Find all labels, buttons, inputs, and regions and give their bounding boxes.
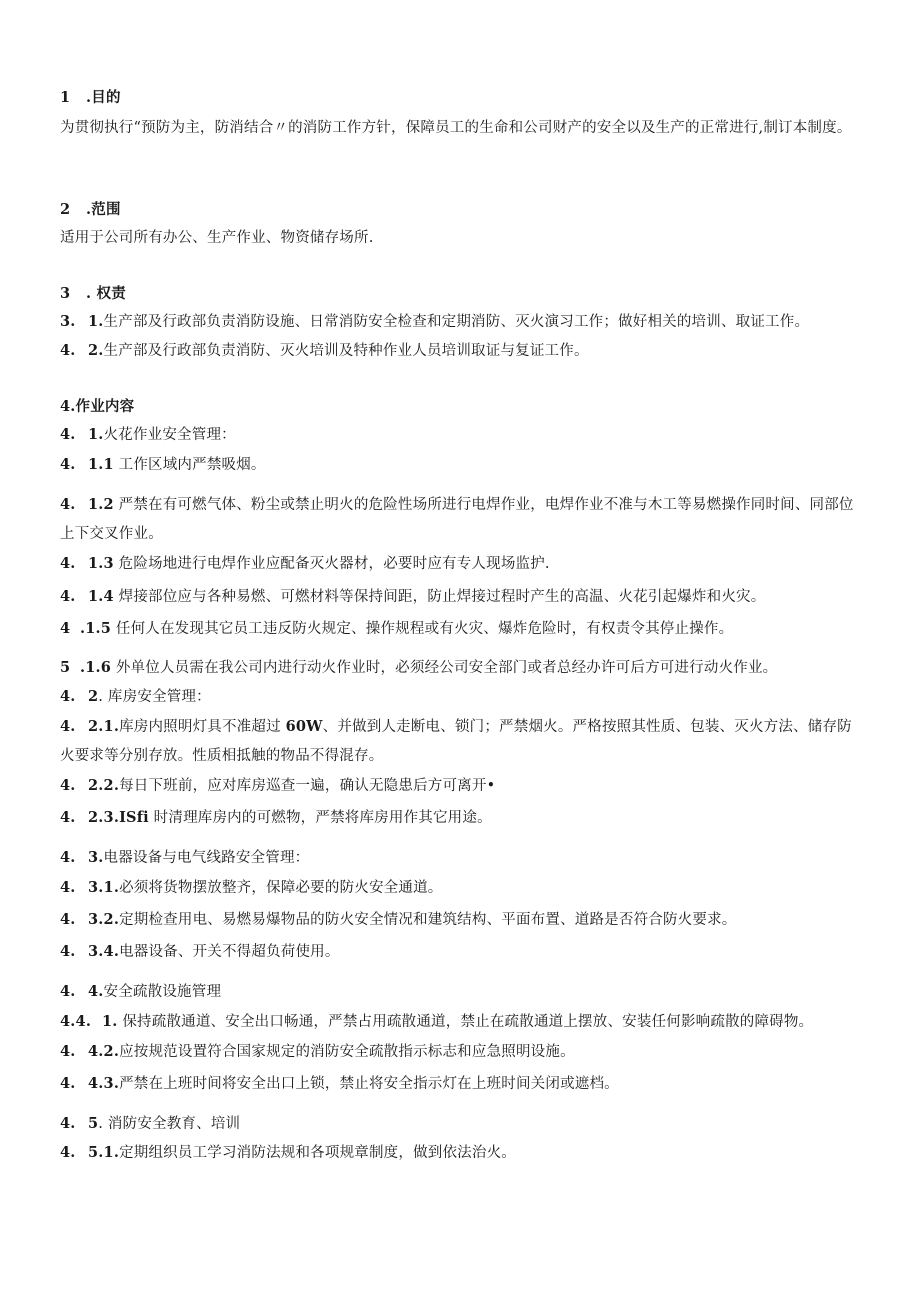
section-2-body: 适用于公司所有办公、生产作业、物资储存场所. bbox=[60, 230, 374, 246]
section-3-title: . 权责 bbox=[86, 285, 126, 302]
list-item: 5 .1.6 外单位人员需在我公司内进行动火作业时，必须经公司安全部门或者总经办许可后方可进行动火作业。 bbox=[60, 659, 778, 676]
section-3-item: 3. 1.生产部及行政部负责消防设施、日常消防安全检查和定期消防、灭火演习工作；做好相关的培训、取证工作。 bbox=[60, 313, 810, 330]
list-item: 4. 2.3.ISfi 时清理库房内的可燃物，严禁将库房用作其它用途。 bbox=[60, 809, 492, 826]
list-item: 4. 2. 库房安全管理： bbox=[60, 688, 211, 705]
section-3-number: 3 bbox=[60, 285, 71, 302]
section-4-heading: 4.作业内容 bbox=[60, 398, 135, 415]
list-item: 4. 4.安全疏散设施管理 bbox=[60, 983, 222, 1000]
section-1-title: .目的 bbox=[86, 89, 121, 106]
list-item: 4 .1.5 任何人在发现其它员工违反防火规定、操作规程或有火灾、爆炸危险时，有权责令其停止操作。 bbox=[60, 620, 734, 637]
list-item: 4. 1.4 焊接部位应与各种易燃、可燃材料等保持间距，防止焊接过程时产生的高温、火花引起爆炸和火灾。 bbox=[60, 588, 766, 605]
list-item: 4. 2.1.库房内照明灯具不准超过 60W、并做到人走断电、锁门；严禁烟火。严格按照其性质、包装、灭火方法、储存防火要求等分别存放。性质相抵触的物品不得混存。 bbox=[60, 718, 852, 764]
list-item: 4. 5.1.定期组织员工学习消防法规和各项规章制度，做到依法治火。 bbox=[60, 1144, 516, 1161]
list-item: 4. 1.火花作业安全管理： bbox=[60, 426, 236, 443]
list-item: 4. 3.2.定期检查用电、易燃易爆物品的防火安全情况和建筑结构、平面布置、道路是否符合防火要求。 bbox=[60, 911, 737, 928]
section-1-heading bbox=[60, 88, 121, 108]
list-item: 4. 3.电器设备与电气线路安全管理： bbox=[60, 849, 310, 866]
list-item: 4. 1.2 严禁在有可燃气体、粉尘或禁止明火的危险性场所进行电焊作业，电焊作业不准与木工等易燃操作同时间、同部位上下交叉作业。 bbox=[60, 496, 854, 542]
list-item: 4. 1.1 工作区域内严禁吸烟。 bbox=[60, 456, 266, 473]
list-item: 4.4. 1. 保持疏散通道、安全出口畅通，严禁占用疏散通道，禁止在疏散通道上摆放、安装任何影响疏散的障碍物。 bbox=[60, 1013, 814, 1030]
section-3-item: 4. 2.生产部及行政部负责消防、灭火培训及特种作业人员培训取证与复证工作。 bbox=[60, 342, 589, 359]
list-item: 4. 1.3 危险场地进行电焊作业应配备灭火器材，必要时应有专人现场监护. bbox=[60, 555, 550, 572]
list-item: 4. 3.4.电器设备、开关不得超负荷使用。 bbox=[60, 943, 340, 960]
section-1-body: 为贯彻执行“预防为主，防消结合〃的消防工作方针，保障员工的生命和公司财产的安全以及生产的正常进行,制订本制度。 bbox=[60, 120, 852, 136]
list-item: 4. 5. 消防安全教育、培训 bbox=[60, 1115, 241, 1132]
list-item: 4. 3.1.必须将货物摆放整齐，保障必要的防火安全通道。 bbox=[60, 879, 443, 896]
section-2-title: .范围 bbox=[86, 201, 121, 218]
section-2-number: 2 bbox=[60, 201, 71, 218]
list-item: 4. 2.2.每日下班前，应对库房巡查一遍，确认无隐患后方可离开• bbox=[60, 777, 496, 794]
section-2-heading bbox=[60, 200, 121, 220]
section-3-heading bbox=[60, 284, 126, 304]
section-1-number: 1 bbox=[60, 89, 71, 106]
list-item: 4. 4.2.应按规范设置符合国家规定的消防安全疏散指示标志和应急照明设施。 bbox=[60, 1043, 575, 1060]
list-item: 4. 4.3.严禁在上班时间将安全出口上锁，禁止将安全指示灯在上班时间关闭或遮档。 bbox=[60, 1075, 619, 1092]
